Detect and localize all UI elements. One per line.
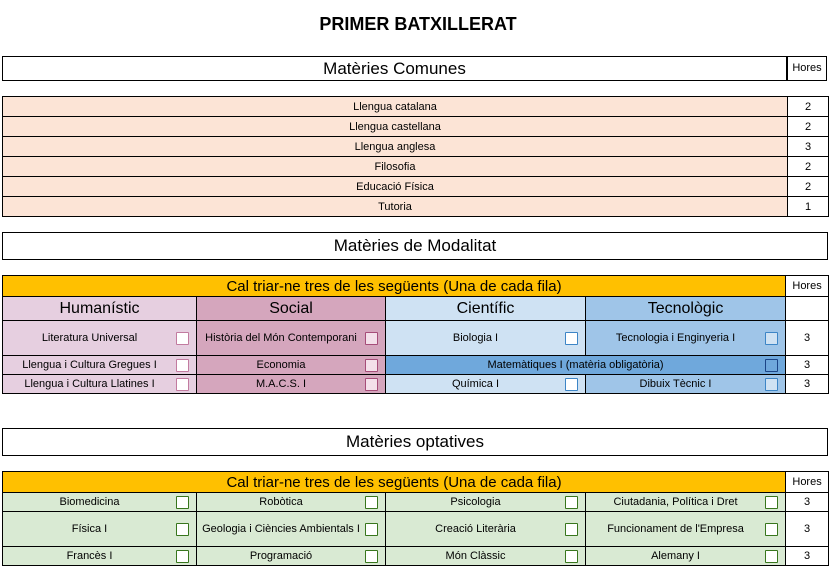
option-label: Història del Món Contemporani <box>205 332 357 344</box>
row-hours: 3 <box>786 512 829 547</box>
option-checkbox[interactable] <box>365 359 378 372</box>
row-hours: 3 <box>786 356 829 375</box>
subject-name: Llengua catalana <box>3 97 788 117</box>
option-cell <box>386 547 586 566</box>
option-checkbox[interactable] <box>765 523 778 536</box>
table-row <box>3 97 829 117</box>
option-label: Món Clàssic <box>445 550 506 562</box>
option-label: Robòtica <box>259 496 303 508</box>
option-label: Biomedicina <box>59 496 120 508</box>
table-row <box>3 547 829 566</box>
comunes-header: Matèries Comunes <box>2 56 787 81</box>
option-checkbox[interactable] <box>176 496 189 509</box>
table-row <box>3 493 829 512</box>
subject-name: Filosofia <box>3 157 788 177</box>
option-checkbox[interactable] <box>765 359 778 372</box>
option-cell <box>3 356 197 375</box>
table-row <box>3 157 829 177</box>
option-cell <box>3 375 197 394</box>
option-cell <box>3 321 197 356</box>
option-cell <box>3 547 197 566</box>
option-cell <box>3 493 197 512</box>
option-cell <box>197 547 386 566</box>
modalitat-hores-label: Hores <box>786 276 829 297</box>
subject-name: Llengua anglesa <box>3 137 788 157</box>
option-checkbox[interactable] <box>365 332 378 345</box>
subject-hours: 2 <box>788 157 829 177</box>
option-label: Matemàtiques I (matèria obligatòria) <box>487 359 664 371</box>
option-checkbox[interactable] <box>765 332 778 345</box>
option-checkbox[interactable] <box>365 550 378 563</box>
option-cell <box>386 375 586 394</box>
option-label: Creació Literària <box>435 523 516 535</box>
option-cell <box>386 512 586 547</box>
optatives-instruction: Cal triar-ne tres de les següents (Una de cada fila) <box>3 472 786 493</box>
option-label: Llengua i Cultura Gregues I <box>22 359 157 371</box>
table-row <box>3 197 829 217</box>
option-checkbox[interactable] <box>565 378 578 391</box>
row-hours: 3 <box>786 321 829 356</box>
optatives-header: Matèries optatives <box>2 428 828 456</box>
option-label: Biologia I <box>452 332 499 344</box>
column-humanistic: Humanístic <box>3 297 197 321</box>
option-label: Física I <box>71 523 108 535</box>
option-cell <box>197 493 386 512</box>
column-tecnologic: Tecnològic <box>586 297 786 321</box>
option-checkbox[interactable] <box>365 496 378 509</box>
option-cell <box>386 356 786 375</box>
option-cell <box>197 512 386 547</box>
option-checkbox[interactable] <box>176 378 189 391</box>
table-row <box>3 356 829 375</box>
table-row <box>3 137 829 157</box>
option-label: Francès I <box>66 550 113 562</box>
subject-hours: 2 <box>788 97 829 117</box>
option-label: Literatura Universal <box>41 332 138 344</box>
subject-hours: 3 <box>788 137 829 157</box>
option-checkbox[interactable] <box>765 378 778 391</box>
option-label: Química I <box>451 378 500 390</box>
modalitat-instruction: Cal triar-ne tres de les següents (Una de cada fila) <box>3 276 786 297</box>
option-label: Dibuix Tècnic I <box>639 378 712 390</box>
option-checkbox[interactable] <box>176 332 189 345</box>
option-label: Psicologia <box>450 496 501 508</box>
option-label: Funcionament de l'Empresa <box>607 523 744 535</box>
column-cientific: Científic <box>386 297 586 321</box>
table-row <box>3 117 829 137</box>
modalitat-table <box>2 275 829 394</box>
option-label: Ciutadania, Política i Dret <box>613 496 738 508</box>
page-title: PRIMER BATXILLERAT <box>319 14 517 34</box>
option-cell <box>386 493 586 512</box>
table-row <box>3 321 829 356</box>
comunes-hores-label: Hores <box>787 56 827 81</box>
option-label: Llengua i Cultura Llatines I <box>24 378 155 390</box>
option-label: Programació <box>249 550 313 562</box>
option-label: Tecnologia i Enginyeria I <box>615 332 736 344</box>
option-checkbox[interactable] <box>176 550 189 563</box>
option-label: Alemany I <box>651 550 700 562</box>
option-label: M.A.C.S. I <box>255 378 307 390</box>
comunes-table <box>2 96 829 217</box>
subject-hours: 2 <box>788 177 829 197</box>
option-cell <box>197 321 386 356</box>
option-cell <box>197 356 386 375</box>
option-cell <box>586 321 786 356</box>
row-hours: 3 <box>786 375 829 394</box>
subject-hours: 2 <box>788 117 829 137</box>
option-checkbox[interactable] <box>565 523 578 536</box>
row-hours: 3 <box>786 547 829 566</box>
option-checkbox[interactable] <box>765 496 778 509</box>
option-checkbox[interactable] <box>365 523 378 536</box>
subject-hours: 1 <box>788 197 829 217</box>
row-hours: 3 <box>786 493 829 512</box>
option-cell <box>586 547 786 566</box>
table-row <box>3 512 829 547</box>
option-checkbox[interactable] <box>365 378 378 391</box>
option-cell <box>197 375 386 394</box>
column-social: Social <box>197 297 386 321</box>
option-cell <box>586 512 786 547</box>
option-checkbox[interactable] <box>176 359 189 372</box>
option-checkbox[interactable] <box>565 332 578 345</box>
optatives-table <box>2 471 829 566</box>
option-checkbox[interactable] <box>176 523 189 536</box>
option-label: Economia <box>256 359 306 371</box>
option-checkbox[interactable] <box>565 550 578 563</box>
option-checkbox[interactable] <box>765 550 778 563</box>
option-cell <box>386 321 586 356</box>
option-cell <box>586 493 786 512</box>
subject-name: Educació Física <box>3 177 788 197</box>
option-cell <box>3 512 197 547</box>
optatives-hores-label: Hores <box>786 472 829 493</box>
option-label: Geologia i Ciències Ambientals I <box>202 523 360 535</box>
subject-name: Llengua castellana <box>3 117 788 137</box>
table-row <box>3 177 829 197</box>
subject-name: Tutoria <box>3 197 788 217</box>
option-cell <box>586 375 786 394</box>
option-checkbox[interactable] <box>565 496 578 509</box>
table-row <box>3 375 829 394</box>
modalitat-header: Matèries de Modalitat <box>2 232 828 260</box>
